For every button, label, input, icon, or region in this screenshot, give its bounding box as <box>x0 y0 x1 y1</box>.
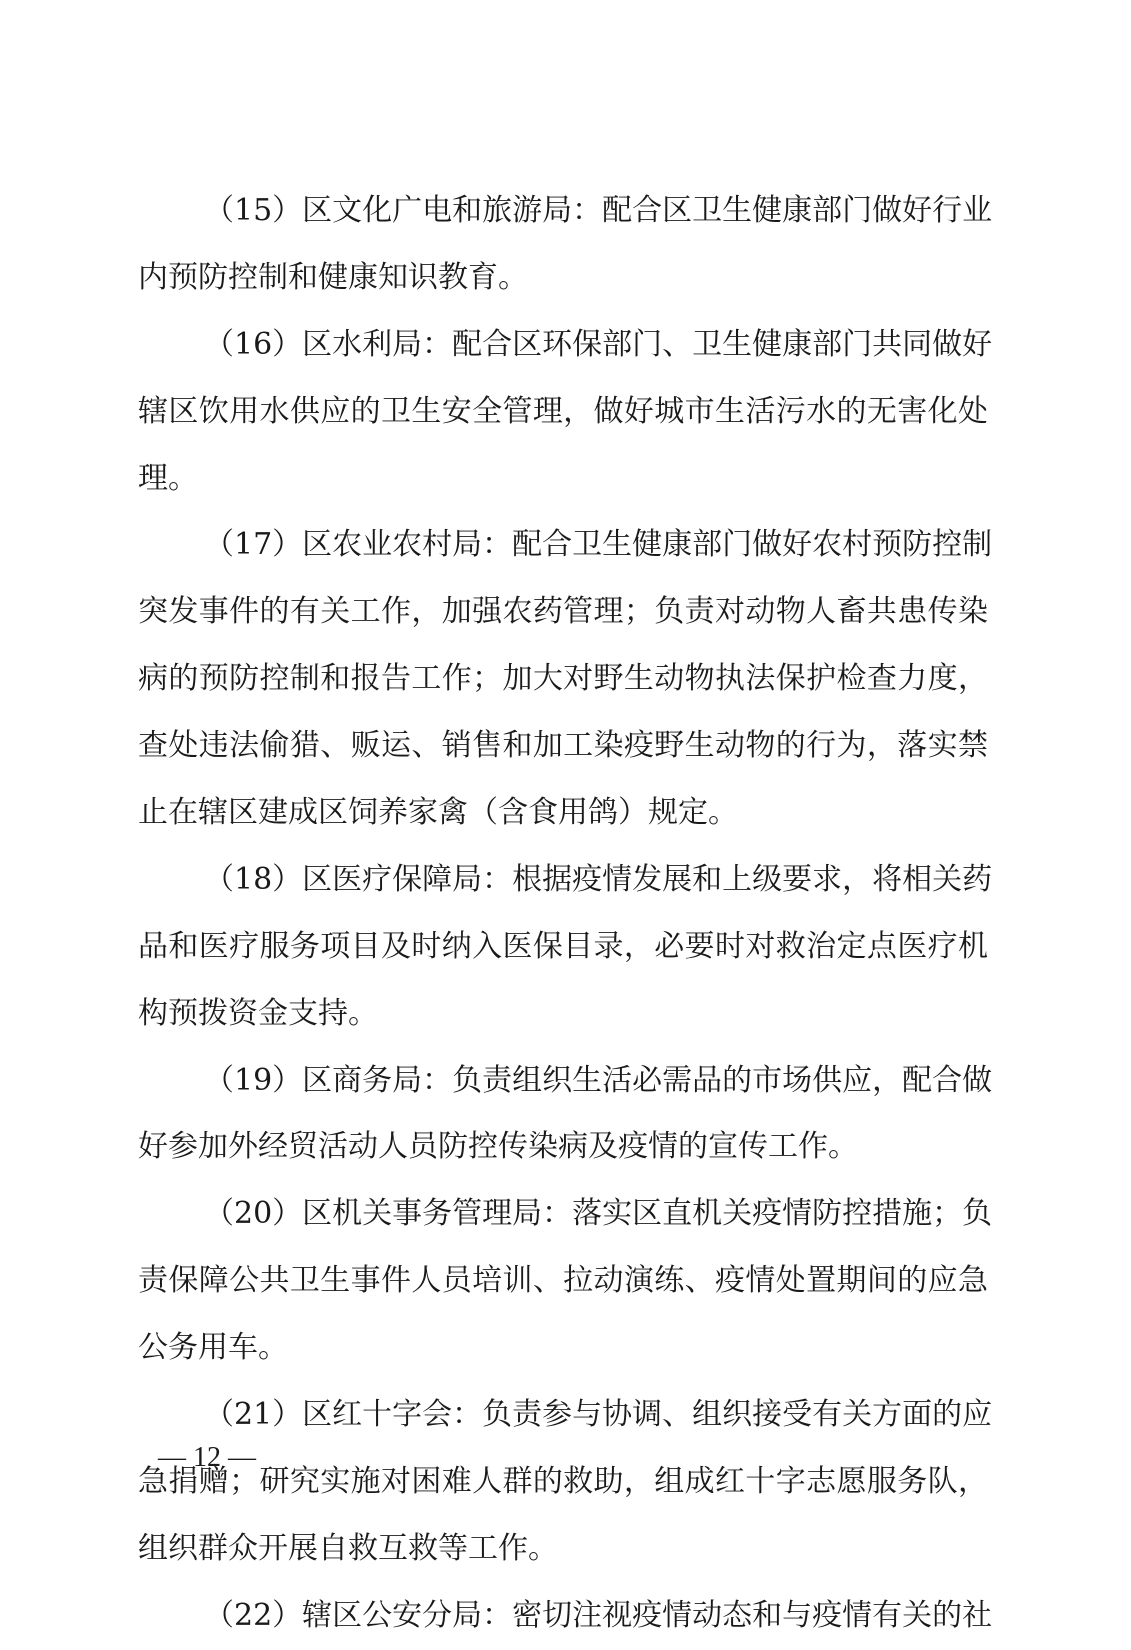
paragraph-17 <box>138 512 993 846</box>
text-line: 理。 <box>138 460 198 496</box>
text-line: 急捐赠；研究实施对困难人群的救助，组成红十字志愿服务队， <box>138 1463 988 1499</box>
text-line: （16）区水利局：配合区环保部门、卫生健康部门共同做好 <box>204 326 993 362</box>
text-line: 责保障公共卫生事件人员培训、拉动演练、疫情处置期间的应急 <box>138 1263 988 1299</box>
text-line: 品和医疗服务项目及时纳入医保目录，必要时对救治定点医疗机 <box>138 928 988 964</box>
paragraph-15 <box>138 178 993 312</box>
text-line: 好参加外经贸活动人员防控传染病及疫情的宣传工作。 <box>138 1129 858 1165</box>
text-line: （19）区商务局：负责组织生活必需品的市场供应，配合做 <box>204 1062 993 1098</box>
text-line: 公务用车。 <box>138 1330 288 1366</box>
paragraph-18 <box>138 847 993 1048</box>
paragraph-21 <box>138 1382 993 1583</box>
text-line: 组织群众开展自救互救等工作。 <box>138 1530 558 1566</box>
text-line: （22）辖区公安分局：密切注视疫情动态和与疫情有关的社 <box>204 1597 993 1633</box>
text-line: （20）区机关事务管理局：落实区直机关疫情防控措施；负 <box>204 1196 993 1232</box>
text-line: 辖区饮用水供应的卫生安全管理，做好城市生活污水的无害化处 <box>138 393 988 429</box>
paragraph-16 <box>138 312 993 513</box>
paragraph-22 <box>138 1583 993 1650</box>
text-line: （21）区红十字会：负责参与协调、组织接受有关方面的应 <box>204 1397 993 1433</box>
text-line: 突发事件的有关工作，加强农药管理；负责对动物人畜共患传染 <box>138 594 988 630</box>
text-line: 病的预防控制和报告工作；加大对野生动物执法保护检查力度， <box>138 661 988 697</box>
text-line: 止在辖区建成区饲养家禽（含食用鸽）规定。 <box>138 795 738 831</box>
text-line: 内预防控制和健康知识教育。 <box>138 259 528 295</box>
text-line: 构预拨资金支持。 <box>138 995 378 1031</box>
document-body <box>138 178 993 1650</box>
page-number: — 12 — <box>158 1442 256 1473</box>
text-line: （17）区农业农村局：配合卫生健康部门做好农村预防控制 <box>204 527 993 563</box>
text-line: （15）区文化广电和旅游局：配合区卫生健康部门做好行业 <box>204 193 993 228</box>
paragraph-19 <box>138 1048 993 1182</box>
text-line: （18）区医疗保障局：根据疫情发展和上级要求，将相关药 <box>204 861 993 897</box>
text-line: 查处违法偷猎、贩运、销售和加工染疫野生动物的行为，落实禁 <box>138 728 988 764</box>
paragraph-20 <box>138 1181 993 1382</box>
